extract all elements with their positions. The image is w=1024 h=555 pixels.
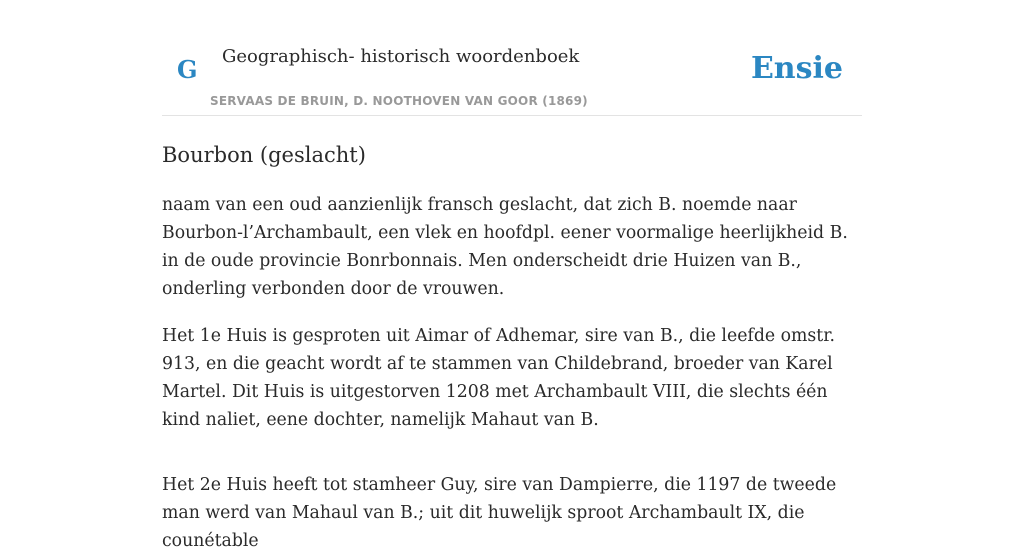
entry-title: Bourbon (geslacht) xyxy=(162,143,366,167)
entry-paragraph: naam van een oud aanzienlijk fransch geslacht, dat zich B. noemde naar Bourbon-l’Archambault, een vlek en hoofdpl. eener voormalige heerlijkheid B. in de oude provincie Bonrbonnais. Men onderscheidt drie Huizen van B., onderling verbonden door de vrouwen. xyxy=(162,195,848,299)
entry-paragraph: Het 2e Huis heeft tot stamheer Guy, sire van Dampierre, die 1197 de tweede man werd van Mahaul van B.; uit dit huwelijk sproot Archambault IX, die counétable xyxy=(162,475,837,551)
book-title[interactable]: Geographisch- historisch woordenboek xyxy=(222,46,580,67)
book-initial: G xyxy=(177,55,198,84)
ensie-logo[interactable]: Ensie xyxy=(750,51,843,86)
entry-paragraph: Het 1e Huis is gesproten uit Aimar of Adhemar, sire van B., die leefde omstr. 913, en die geacht wordt af te stammen van Childebrand, broeder van Karel Martel. Dit Huis is uitgestorven 1208 met Archambault VIII, die slechts één kind naliet, eene dochter, namelijk Mahaut van B. xyxy=(162,326,836,430)
book-header xyxy=(162,0,862,116)
book-author: SERVAAS DE BRUIN, D. NOOTHOVEN VAN GOOR (1869) xyxy=(210,94,588,108)
entry-body xyxy=(162,191,862,555)
page xyxy=(162,0,862,551)
